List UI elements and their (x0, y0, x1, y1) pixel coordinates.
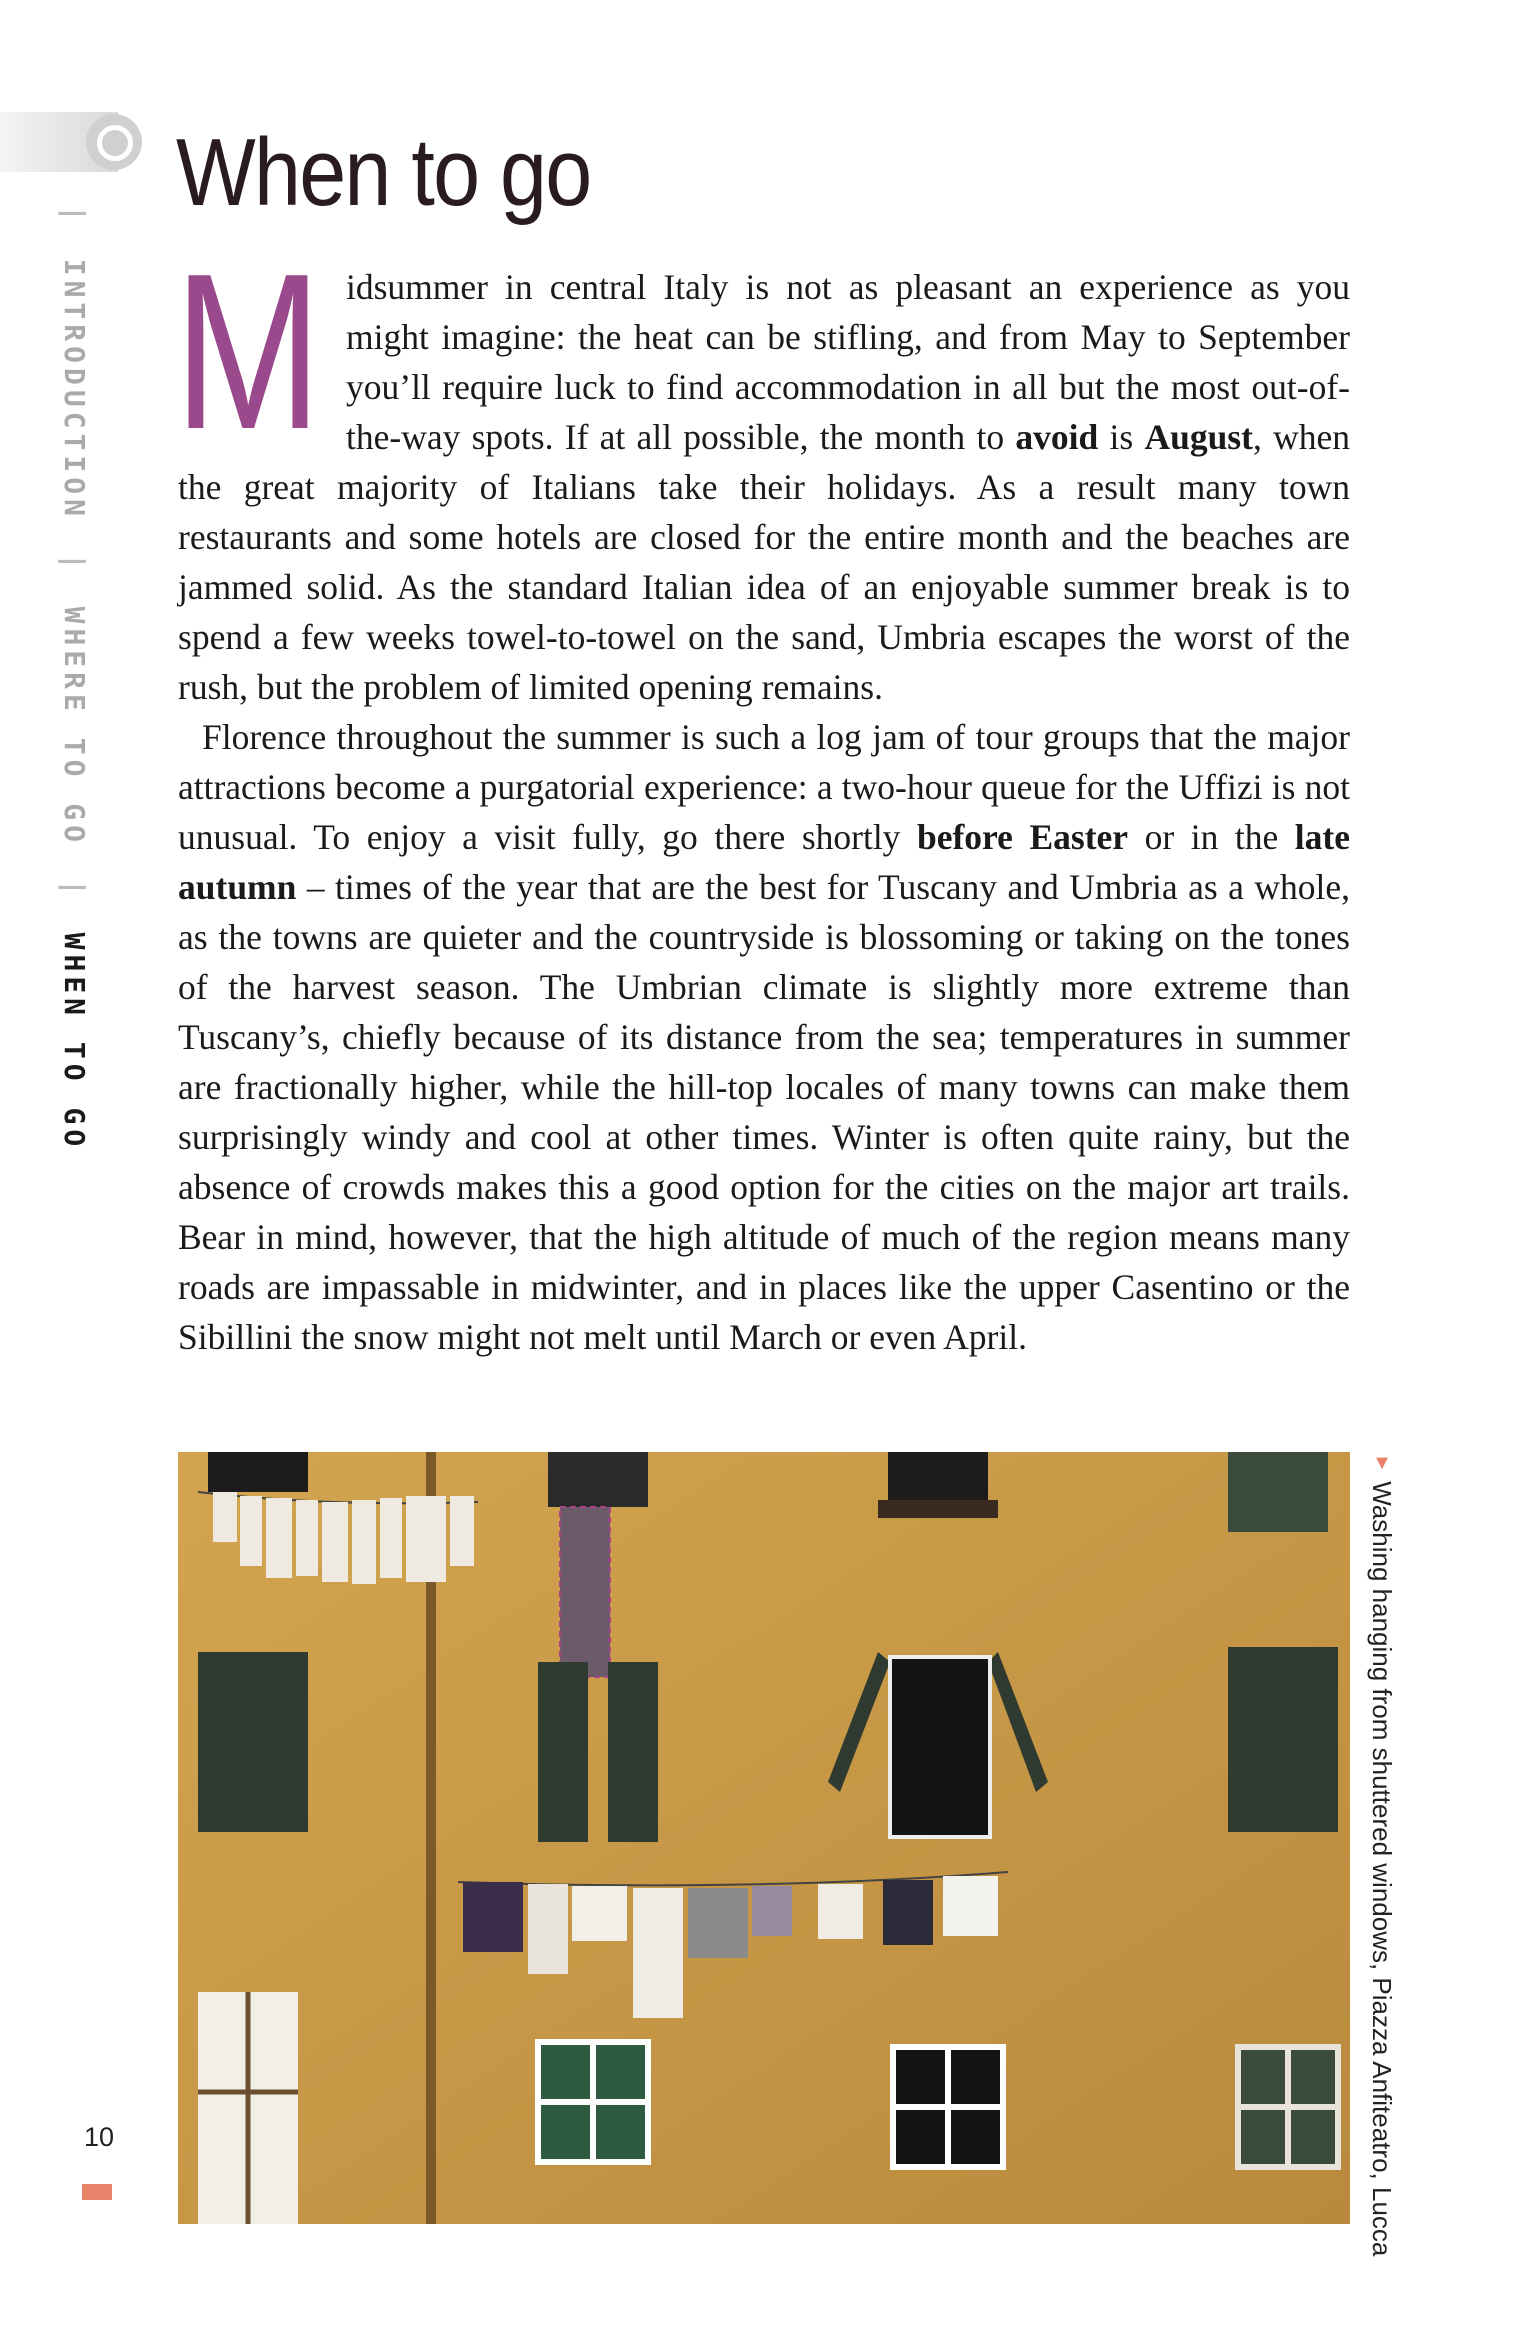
emphasis-text: August (1144, 417, 1253, 457)
body-text-run: or in the (1128, 817, 1295, 857)
body-text-run: , when the great majority of Italians take their holidays. As a result many town restaurants and some hotels are closed for the entire month and the beaches are jammed solid. As the standard Italian idea of an enjoyable summer break is to spend a few weeks towel-to-towel on the sand, Umbria escapes the worst of the rush, but the problem of limited opening remains. (178, 417, 1350, 707)
photo-illustration (178, 1452, 1350, 2224)
photo-caption (1366, 1452, 1397, 2256)
breadcrumb-separator: | (58, 878, 91, 901)
body-text-run: Florence throughout the summer is such a log jam of tour groups that the major attractions become a purgatorial experience: a two-hour queue for the Uffizi is not unusual. To enjoy a visit fully, go there shortly (178, 717, 1350, 857)
breadcrumb-when-to-go: WHEN TO GO (58, 932, 91, 1152)
breadcrumb-introduction: INTRODUCTION (58, 258, 91, 522)
paragraph (178, 712, 1350, 1362)
body-text-run: – times of the year that are the best for Tuscany and Umbria as a whole, as the towns are quieter and the countryside is blossoming or taking on the tones of the harvest season. The Umbrian climate is slightly more extreme than Tuscany’s, chiefly because of its distance from the sea; temperatures in summer are fractionally higher, while the hill-top locales of many towns can make them surprisingly windy and cool at other times. Winter is often quite rainy, but the absence of crowds makes this a good option for the cities on the major art trails. Bear in mind, however, that the high altitude of much of the region means many roads are impassable in midwinter, and in places like the upper Casentino or the Sibillini the snow might not melt until March or even April. (178, 867, 1350, 1357)
photo-washing-lucca (178, 1452, 1350, 2224)
body-text-run: is (1098, 417, 1145, 457)
breadcrumb-where-to-go: WHERE TO GO (58, 606, 91, 848)
emphasis-text: avoid (1015, 417, 1099, 457)
emphasis-text: late autumn (178, 817, 1350, 907)
breadcrumb-separator: | (58, 552, 91, 575)
caption-text: Washing hanging from shuttered windows, Piazza Anfiteatro, Lucca (1367, 1481, 1397, 2257)
page-marker (82, 2184, 112, 2200)
section-tab-circle-icon (86, 114, 142, 170)
page-number: 10 (84, 2122, 115, 2152)
caption-triangle-icon: ▼ (1371, 1452, 1393, 1474)
page-title: When to go (176, 119, 591, 226)
body-text-run: idsummer in central Italy is not as pleasant an experience as you might imagine: the heat can be stifling, and from May to September you’ll require luck to find accommodation in all but the most out-of-the-way spots. If at all possible, the month to (346, 267, 1350, 457)
section-breadcrumb (58, 195, 91, 1151)
drop-cap: M (174, 228, 322, 476)
paragraph (174, 228, 1350, 712)
article-body (174, 228, 1350, 1362)
emphasis-text: before Easter (916, 817, 1129, 857)
breadcrumb-separator: | (58, 205, 91, 227)
